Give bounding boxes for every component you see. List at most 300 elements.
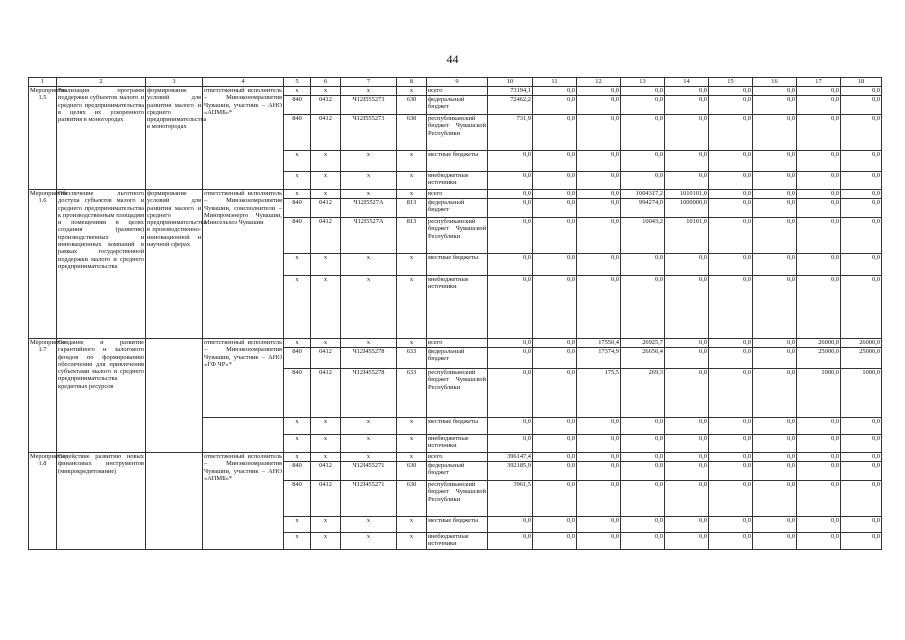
funding-source: внебюджетные источники [427, 276, 488, 339]
amount-cell: 0,0 [753, 115, 797, 151]
activity-label: Мероприятие 1.7 [29, 339, 57, 453]
amount-cell: 1000,0 [841, 369, 882, 418]
financing-table [28, 77, 882, 550]
amount-cell: 0,0 [665, 481, 709, 517]
amount-cell: 1000,0 [797, 369, 841, 418]
amount-cell: 0,0 [753, 218, 797, 254]
amount-cell: 1000000,0 [665, 199, 709, 218]
amount-cell: 0,0 [709, 87, 753, 96]
amount-cell: 0,0 [533, 87, 577, 96]
funding-source: внебюджетные источники [427, 533, 488, 550]
amount-cell: 0,0 [753, 453, 797, 462]
amount-cell: 0,0 [709, 172, 753, 190]
amount-cell: 0,0 [488, 435, 533, 453]
responsible-executor: ответственный исполнитель – Минэкономразвития Чувашии, соисполнители – Минпромэнерго Чувашии, Минсельхоз Чувашии [203, 190, 284, 339]
amount-cell: 175,5 [577, 369, 621, 418]
budget-code-section: 0412 [311, 115, 341, 151]
amount-cell: 0,0 [621, 172, 665, 190]
amount-cell: 0,0 [709, 533, 753, 550]
budget-code-target: Ч12I455278 [341, 348, 397, 369]
amount-cell: 0,0 [797, 517, 841, 533]
budget-code-grbs: 840 [284, 96, 311, 115]
amount-cell: 0,0 [797, 276, 841, 339]
amount-cell: 0,0 [753, 481, 797, 517]
amount-cell: 0,0 [577, 115, 621, 151]
amount-cell: 0,0 [797, 462, 841, 481]
column-number-8: 8 [397, 78, 427, 87]
amount-cell: 0,0 [533, 190, 577, 199]
budget-code-target: x [341, 190, 397, 199]
responsible-executor-continued [203, 418, 284, 453]
amount-cell: 0,0 [709, 276, 753, 339]
amount-cell: 0,0 [841, 96, 882, 115]
amount-cell: 0,0 [665, 87, 709, 96]
amount-cell: 0,0 [621, 453, 665, 462]
amount-cell: 0,0 [488, 348, 533, 369]
amount-cell: 0,0 [533, 254, 577, 276]
column-number-2: 2 [57, 78, 146, 87]
budget-code-grbs: x [284, 339, 311, 348]
activity-goal [146, 339, 203, 453]
amount-cell: 0,0 [841, 172, 882, 190]
amount-cell: 26000,0 [841, 339, 882, 348]
amount-cell: 0,0 [841, 418, 882, 435]
amount-cell: 0,0 [797, 218, 841, 254]
funding-source: федеральный бюджет [427, 348, 488, 369]
budget-code-target: Ч12I455278 [341, 369, 397, 418]
amount-cell: 0,0 [797, 533, 841, 550]
funding-source: местные бюджеты [427, 254, 488, 276]
amount-cell: 0,0 [753, 369, 797, 418]
amount-cell: 0,0 [621, 151, 665, 172]
amount-cell: 0,0 [533, 218, 577, 254]
amount-cell: 0,0 [577, 218, 621, 254]
budget-code-grbs: 840 [284, 199, 311, 218]
amount-cell: 0,0 [841, 254, 882, 276]
amount-cell: 25000,0 [841, 348, 882, 369]
budget-code-grbs: x [284, 517, 311, 533]
budget-code-grbs: 840 [284, 481, 311, 517]
budget-code-expense-type: x [397, 418, 427, 435]
amount-cell: 0,0 [577, 254, 621, 276]
amount-cell: 0,0 [533, 453, 577, 462]
amount-cell: 0,0 [665, 276, 709, 339]
budget-code-grbs: x [284, 151, 311, 172]
column-number-5: 5 [284, 78, 311, 87]
amount-cell: 73194,1 [488, 87, 533, 96]
amount-cell: 0,0 [797, 481, 841, 517]
amount-cell: 0,0 [753, 199, 797, 218]
amount-cell: 0,0 [488, 339, 533, 348]
budget-code-section: 0412 [311, 369, 341, 418]
amount-cell: 0,0 [841, 190, 882, 199]
funding-source: республиканский бюджет Чувашской Республики [427, 218, 488, 254]
amount-cell: 0,0 [797, 254, 841, 276]
amount-cell: 0,0 [797, 190, 841, 199]
amount-cell: 0,0 [841, 218, 882, 254]
amount-cell: 0,0 [621, 481, 665, 517]
amount-cell: 0,0 [709, 418, 753, 435]
budget-code-section: 0412 [311, 348, 341, 369]
amount-cell: 26925,7 [621, 339, 665, 348]
page-number: 44 [446, 52, 459, 66]
amount-cell: 0,0 [709, 348, 753, 369]
amount-cell: 0,0 [753, 151, 797, 172]
budget-code-section: 0412 [311, 481, 341, 517]
table-row [29, 339, 882, 348]
amount-cell: 0,0 [665, 453, 709, 462]
amount-cell: 0,0 [533, 369, 577, 418]
amount-cell: 392185,9 [488, 462, 533, 481]
amount-cell: 0,0 [665, 172, 709, 190]
budget-code-grbs: 840 [284, 348, 311, 369]
amount-cell: 26656,4 [621, 348, 665, 369]
column-number-9: 9 [427, 78, 488, 87]
amount-cell: 0,0 [709, 151, 753, 172]
column-number-13: 13 [621, 78, 665, 87]
amount-cell: 72462,2 [488, 96, 533, 115]
amount-cell: 0,0 [797, 418, 841, 435]
amount-cell: 3961,5 [488, 481, 533, 517]
amount-cell: 0,0 [533, 517, 577, 533]
funding-source: всего [427, 190, 488, 199]
amount-cell: 0,0 [709, 369, 753, 418]
amount-cell: 0,0 [488, 172, 533, 190]
budget-code-target: x [341, 87, 397, 96]
amount-cell: 0,0 [577, 172, 621, 190]
funding-source: местные бюджеты [427, 418, 488, 435]
budget-code-section: x [311, 418, 341, 435]
amount-cell: 0,0 [533, 199, 577, 218]
amount-cell: 0,0 [488, 190, 533, 199]
amount-cell: 0,0 [797, 115, 841, 151]
column-number-10: 10 [488, 78, 533, 87]
amount-cell: 0,0 [533, 151, 577, 172]
amount-cell: 0,0 [665, 339, 709, 348]
amount-cell: 0,0 [841, 481, 882, 517]
amount-cell: 0,0 [577, 462, 621, 481]
amount-cell: 269,3 [621, 369, 665, 418]
amount-cell: 0,0 [621, 96, 665, 115]
amount-cell: 0,0 [488, 517, 533, 533]
amount-cell: 0,0 [753, 190, 797, 199]
amount-cell: 0,0 [533, 172, 577, 190]
amount-cell: 0,0 [577, 533, 621, 550]
budget-code-section: x [311, 190, 341, 199]
budget-code-expense-type: 630 [397, 96, 427, 115]
amount-cell: 10043,2 [621, 218, 665, 254]
budget-code-expense-type: 630 [397, 481, 427, 517]
budget-code-expense-type: x [397, 339, 427, 348]
budget-code-grbs: 840 [284, 462, 311, 481]
amount-cell: 0,0 [488, 276, 533, 339]
budget-code-expense-type: x [397, 151, 427, 172]
budget-code-expense-type: x [397, 276, 427, 339]
amount-cell: 0,0 [488, 369, 533, 418]
amount-cell: 17550,4 [577, 339, 621, 348]
budget-code-grbs: x [284, 435, 311, 453]
amount-cell: 0,0 [841, 276, 882, 339]
budget-code-section: x [311, 172, 341, 190]
amount-cell: 0,0 [621, 435, 665, 453]
funding-source: местные бюджеты [427, 517, 488, 533]
amount-cell: 0,0 [665, 462, 709, 481]
amount-cell: 0,0 [533, 96, 577, 115]
column-number-14: 14 [665, 78, 709, 87]
amount-cell: 26000,0 [797, 339, 841, 348]
amount-cell: 0,0 [709, 115, 753, 151]
amount-cell: 0,0 [797, 151, 841, 172]
budget-code-target: Ч12I5527А [341, 199, 397, 218]
column-number-3: 3 [146, 78, 203, 87]
amount-cell: 0,0 [488, 533, 533, 550]
budget-code-target: Ч12I455271 [341, 462, 397, 481]
amount-cell: 0,0 [533, 481, 577, 517]
budget-code-grbs: 840 [284, 115, 311, 151]
budget-code-expense-type: x [397, 435, 427, 453]
activity-label: Мероприятие 1.5 [29, 87, 57, 190]
amount-cell: 0,0 [709, 190, 753, 199]
activity-description: Реализация программ поддержки субъектов малого и среднего предпринимательства в целях их ускоренного развития в моногородах [57, 87, 146, 190]
funding-source: федеральный бюджет [427, 462, 488, 481]
amount-cell: 0,0 [621, 517, 665, 533]
budget-code-section: x [311, 533, 341, 550]
amount-cell: 0,0 [488, 418, 533, 435]
amount-cell: 0,0 [753, 462, 797, 481]
budget-code-target: Ч12I555273 [341, 96, 397, 115]
amount-cell: 0,0 [709, 481, 753, 517]
amount-cell: 0,0 [533, 276, 577, 339]
budget-code-section: x [311, 435, 341, 453]
amount-cell: 0,0 [753, 418, 797, 435]
budget-code-section: 0412 [311, 199, 341, 218]
amount-cell: 0,0 [797, 87, 841, 96]
amount-cell: 0,0 [533, 115, 577, 151]
table-row [29, 87, 882, 96]
amount-cell: 0,0 [577, 435, 621, 453]
column-number-17: 17 [797, 78, 841, 87]
budget-code-target: Ч12I5527А [341, 218, 397, 254]
budget-code-grbs: 840 [284, 218, 311, 254]
funding-source: федеральный бюджет [427, 96, 488, 115]
column-number-4: 4 [203, 78, 284, 87]
amount-cell: 0,0 [577, 418, 621, 435]
amount-cell: 0,0 [533, 435, 577, 453]
amount-cell: 0,0 [753, 254, 797, 276]
amount-cell: 0,0 [621, 533, 665, 550]
amount-cell: 0,0 [797, 199, 841, 218]
amount-cell: 0,0 [533, 348, 577, 369]
budget-code-section: x [311, 339, 341, 348]
budget-code-section: x [311, 517, 341, 533]
column-number-16: 16 [753, 78, 797, 87]
amount-cell: 0,0 [665, 369, 709, 418]
amount-cell: 0,0 [709, 96, 753, 115]
amount-cell: 0,0 [577, 96, 621, 115]
funding-source: всего [427, 453, 488, 462]
amount-cell: 25000,0 [797, 348, 841, 369]
amount-cell: 0,0 [841, 115, 882, 151]
amount-cell: 0,0 [533, 462, 577, 481]
activity-goal: формирование условий для развития малого и среднего предпринимательства в моногородах [146, 87, 203, 190]
amount-cell: 1004317,2 [621, 190, 665, 199]
amount-cell: 0,0 [841, 151, 882, 172]
amount-cell: 0,0 [797, 172, 841, 190]
budget-code-expense-type: 630 [397, 462, 427, 481]
table-row [29, 190, 882, 199]
activity-goal [146, 453, 203, 550]
budget-code-grbs: x [284, 190, 311, 199]
amount-cell: 0,0 [488, 254, 533, 276]
budget-code-target: x [341, 172, 397, 190]
budget-code-grbs: x [284, 453, 311, 462]
amount-cell: 0,0 [709, 517, 753, 533]
budget-code-expense-type: 633 [397, 348, 427, 369]
budget-code-target: Ч12I555273 [341, 115, 397, 151]
amount-cell: 994274,0 [621, 199, 665, 218]
funding-source: всего [427, 87, 488, 96]
budget-code-grbs: x [284, 172, 311, 190]
responsible-executor: ответственный исполнитель – Минэкономразвития Чувашии, участник – АНО «ГФ ЧР»* [203, 339, 284, 418]
budget-code-grbs: x [284, 254, 311, 276]
amount-cell: 0,0 [797, 96, 841, 115]
amount-cell: 0,0 [665, 151, 709, 172]
amount-cell: 0,0 [665, 254, 709, 276]
amount-cell: 0,0 [841, 462, 882, 481]
column-number-row [29, 78, 882, 87]
amount-cell: 0,0 [797, 435, 841, 453]
budget-code-section: x [311, 87, 341, 96]
amount-cell: 10101,0 [665, 218, 709, 254]
budget-code-grbs: x [284, 533, 311, 550]
amount-cell: 0,0 [488, 151, 533, 172]
amount-cell: 0,0 [753, 533, 797, 550]
funding-source: местные бюджеты [427, 151, 488, 172]
amount-cell: 0,0 [665, 517, 709, 533]
funding-source: республиканский бюджет Чувашской Республики [427, 369, 488, 418]
funding-source: внебюджетные источники [427, 435, 488, 453]
column-number-15: 15 [709, 78, 753, 87]
amount-cell: 0,0 [533, 339, 577, 348]
amount-cell: 0,0 [665, 115, 709, 151]
amount-cell: 0,0 [577, 517, 621, 533]
amount-cell: 0,0 [709, 254, 753, 276]
budget-code-section: x [311, 276, 341, 339]
amount-cell: 0,0 [709, 435, 753, 453]
amount-cell: 731,9 [488, 115, 533, 151]
budget-code-target: x [341, 517, 397, 533]
budget-code-expense-type: x [397, 517, 427, 533]
amount-cell: 0,0 [577, 151, 621, 172]
funding-source: федеральный бюджет [427, 199, 488, 218]
activity-description: Обеспечение льготного доступа субъектов малого и среднего предпринимательства к производственным площадям и помещениям в целях создания (развития) производственных и инновационных компаний в рамках государственной поддержки малого и среднего предпринимательства [57, 190, 146, 339]
amount-cell: 0,0 [841, 199, 882, 218]
amount-cell: 0,0 [533, 533, 577, 550]
budget-code-section: x [311, 151, 341, 172]
column-number-7: 7 [341, 78, 397, 87]
budget-code-expense-type: x [397, 453, 427, 462]
budget-code-section: 0412 [311, 462, 341, 481]
budget-code-section: 0412 [311, 218, 341, 254]
amount-cell: 0,0 [577, 199, 621, 218]
amount-cell: 0,0 [753, 435, 797, 453]
column-number-1: 1 [29, 78, 57, 87]
amount-cell: 0,0 [709, 453, 753, 462]
amount-cell: 0,0 [753, 276, 797, 339]
amount-cell: 0,0 [665, 418, 709, 435]
activity-goal: формирование условий для развития малого и среднего предпринимательства в производственно-инновационной и научной сферах [146, 190, 203, 339]
responsible-executor: ответственный исполнитель – Минэкономразвития Чувашии, участник – АНО «АПМБ»* [203, 453, 284, 550]
amount-cell: 0,0 [841, 453, 882, 462]
amount-cell: 0,0 [665, 435, 709, 453]
amount-cell: 0,0 [488, 218, 533, 254]
amount-cell: 0,0 [841, 517, 882, 533]
amount-cell: 0,0 [577, 87, 621, 96]
budget-code-grbs: 840 [284, 369, 311, 418]
budget-code-expense-type: 813 [397, 218, 427, 254]
budget-code-section: x [311, 453, 341, 462]
column-number-12: 12 [577, 78, 621, 87]
amount-cell: 0,0 [797, 453, 841, 462]
activity-description: Содействие развитию новых финансовых инструментов (микрокредитование) [57, 453, 146, 550]
funding-source: всего [427, 339, 488, 348]
budget-code-expense-type: 813 [397, 199, 427, 218]
budget-code-grbs: x [284, 276, 311, 339]
budget-code-target: Ч12I455271 [341, 481, 397, 517]
budget-code-target: x [341, 339, 397, 348]
amount-cell: 0,0 [753, 87, 797, 96]
budget-code-expense-type: x [397, 254, 427, 276]
activity-label: Мероприятие 1.6 [29, 190, 57, 339]
amount-cell: 0,0 [621, 418, 665, 435]
amount-cell: 0,0 [753, 517, 797, 533]
activity-description: Создание и развитие гарантийного и залогового фондов по формированию обеспечения для привлечения субъектами малого и среднего предпринимательства кредитных ресурсов [57, 339, 146, 453]
amount-cell: 1010101,0 [665, 190, 709, 199]
amount-cell: 0,0 [841, 87, 882, 96]
budget-code-expense-type: 633 [397, 369, 427, 418]
amount-cell: 0,0 [621, 254, 665, 276]
amount-cell: 17374,9 [577, 348, 621, 369]
budget-code-expense-type: x [397, 190, 427, 199]
budget-code-section: x [311, 254, 341, 276]
column-number-11: 11 [533, 78, 577, 87]
budget-code-grbs: x [284, 87, 311, 96]
amount-cell: 0,0 [665, 96, 709, 115]
activity-label: Мероприятие 1.8 [29, 453, 57, 550]
table-row [29, 453, 882, 462]
amount-cell: 0,0 [621, 87, 665, 96]
amount-cell: 396147,4 [488, 453, 533, 462]
amount-cell: 0,0 [709, 339, 753, 348]
budget-code-target: x [341, 151, 397, 172]
budget-code-target: x [341, 276, 397, 339]
amount-cell: 0,0 [841, 435, 882, 453]
amount-cell: 0,0 [488, 199, 533, 218]
amount-cell: 0,0 [753, 172, 797, 190]
column-number-18: 18 [841, 78, 882, 87]
amount-cell: 0,0 [753, 348, 797, 369]
funding-source: республиканский бюджет Чувашской Республики [427, 481, 488, 517]
budget-code-target: x [341, 533, 397, 550]
funding-source: республиканский бюджет Чувашской Республики [427, 115, 488, 151]
amount-cell: 0,0 [577, 453, 621, 462]
column-number-6: 6 [311, 78, 341, 87]
amount-cell: 0,0 [709, 199, 753, 218]
table-body [29, 87, 882, 550]
amount-cell: 0,0 [621, 276, 665, 339]
budget-code-section: 0412 [311, 96, 341, 115]
amount-cell: 0,0 [753, 96, 797, 115]
